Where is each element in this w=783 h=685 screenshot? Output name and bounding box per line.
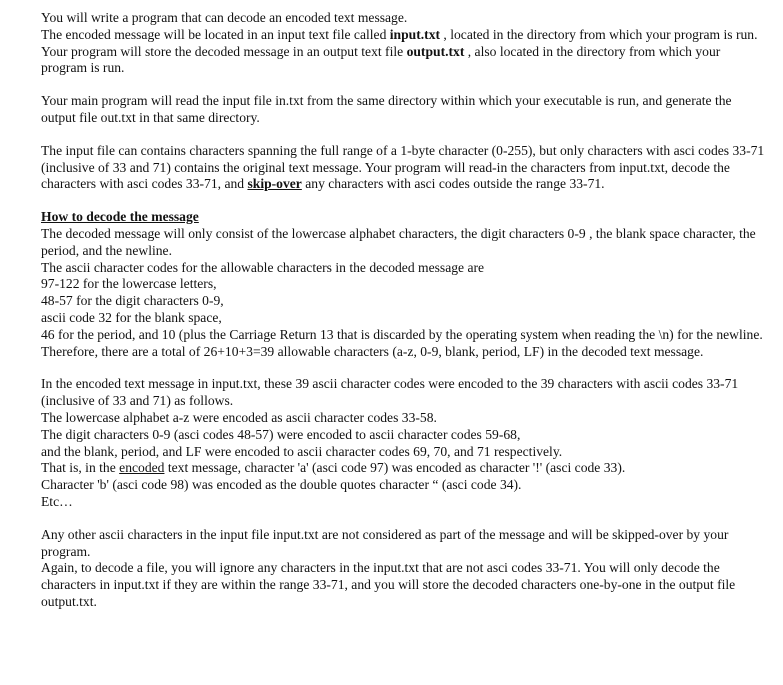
encoded-emphasis: encoded	[119, 460, 165, 476]
spacer	[41, 360, 769, 376]
main-program-paragraph: Your main program will read the input file in.txt from the same directory within which your executable is run, and generate the output file out.txt in that same directory.	[41, 93, 732, 125]
intro-line-3	[41, 44, 769, 78]
document-body	[41, 10, 769, 611]
closing-line-1: Any other ascii characters in the input file input.txt are not considered as part of the message and will be skipped-over by your program.	[41, 526, 729, 559]
how-to-line-5: ascii code 32 for the blank space,	[41, 309, 222, 325]
encoding-line-7: Etc…	[41, 493, 73, 509]
input-range-text-c: any characters with asci codes outside the range 33-71.	[301, 176, 605, 192]
encoding-line-5-text-a: That is, in the	[41, 460, 120, 476]
input-range-text-a: The input file can contains characters spanning the full range of a 1-byte character (0-255), but only characters with asci codes 33-71 (inclusive of 33 and 71) contains the original text message. Your program will read-in the characters from input.txt, decode the characters with asci codes 33-71, and	[41, 142, 765, 192]
spacer	[41, 193, 769, 209]
encoding-line-4: and the blank, period, and LF were encoded to ascii character codes 69, 70, and 71 respectively.	[41, 443, 563, 459]
intro-line-2-text-c: , located in the directory from which your program is run.	[440, 26, 758, 42]
closing-line-2: Again, to decode a file, you will ignore any characters in the input.txt that are not asci codes 33-71. You will only decode the characters in input.txt if they are within the range 33-71, and you will store the decoded characters one-by-one in the output file output.txt.	[41, 560, 736, 609]
intro-line-3-text-a: Your program will store the decoded message in an output text file	[41, 43, 407, 59]
how-to-line-3: 97-122 for the lowercase letters,	[41, 276, 217, 292]
intro-line-3-text-c: , also located in the directory from which your program is run.	[41, 43, 721, 76]
encoding-line-5-text-c: text message, character 'a' (asci code 97) was encoded as character '!' (asci code 33).	[164, 460, 626, 476]
encoding-line-3: The digit characters 0-9 (asci codes 48-57) were encoded to ascii character codes 59-68,	[41, 426, 521, 442]
output-filename: output.txt	[406, 43, 465, 59]
intro-line-2-text-a: The encoded message will be located in an input text file called	[41, 26, 390, 42]
how-to-line-1: The decoded message will only consist of the lowercase alphabet characters, the digit characters 0-9 , the blank space character, the period, and the newline.	[41, 225, 756, 258]
how-to-line-4: 48-57 for the digit characters 0-9,	[41, 293, 224, 309]
input-filename: input.txt	[389, 26, 441, 42]
spacer	[41, 77, 769, 93]
how-to-line-6: 46 for the period, and 10 (plus the Carriage Return 13 that is discarded by the operating system when reading the \n) for the newline.	[41, 326, 763, 342]
how-to-line-2: The ascii character codes for the allowable characters in the decoded message are	[41, 259, 485, 275]
spacer	[41, 511, 769, 527]
intro-line-1: You will write a program that can decode an encoded text message.	[41, 10, 408, 25]
how-to-line-7: Therefore, there are a total of 26+10+3=39 allowable characters (a-z, 0-9, blank, period, LF) in the decoded text message.	[41, 343, 704, 359]
encoding-line-1: In the encoded text message in input.txt, these 39 ascii character codes were encoded to the 39 characters with ascii codes 33-71 (inclusive of 33 and 71) as follows.	[41, 376, 739, 409]
encoding-line-5	[41, 460, 769, 477]
spacer	[41, 127, 769, 143]
intro-line-2	[41, 27, 769, 44]
skip-over-emphasis: skip-over	[247, 176, 302, 192]
encoding-line-6: Character 'b' (asci code 98) was encoded as the double quotes character “ (asci code 34).	[41, 477, 522, 493]
section-heading-how-to-decode: How to decode the message	[41, 209, 199, 225]
encoding-line-2: The lowercase alphabet a-z were encoded as ascii character codes 33-58.	[41, 409, 437, 425]
input-range-paragraph	[41, 143, 769, 193]
